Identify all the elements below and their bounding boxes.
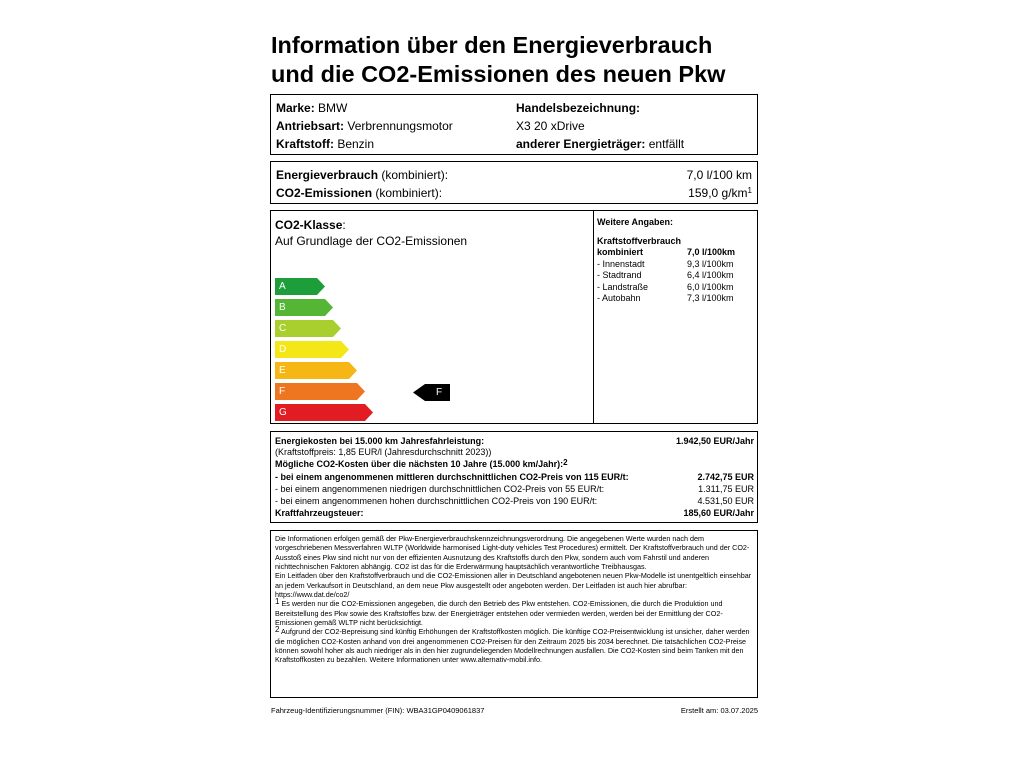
- trade-name-value: X3 20 xDrive: [516, 119, 585, 133]
- co2-emissions-value-wrap: [688, 184, 752, 202]
- fuel-consumption-row: [597, 282, 741, 294]
- info-paragraph-2: Ein Leitfaden über den Kraftstoffverbrauch und die CO2-Emissionen aller in Deutschland angebotenen neuen Pkw-Modelle ist unentgeltlich einsehbar an jedem Verkaufsort in Deutschland, an dem neue Pkw ausgestellt oder angeboten werden. Der Leitfaden ist auch hier abrufbar: https://www.dat.de/co2/: [275, 571, 752, 600]
- co2-class-arrow-label: C: [279, 323, 287, 334]
- fuel-consumption-title: Kraftstoffverbrauch: [597, 236, 682, 246]
- fuel-label: Kraftstoff:: [276, 137, 334, 151]
- co2-class-arrow-shape-e: [275, 362, 357, 379]
- co2-costs-high-label: - bei einem angenommenen hohen durchschnittlichen CO2-Preis von 190 EUR/t:: [275, 496, 598, 506]
- brand-value: BMW: [314, 101, 348, 115]
- fuel-consumption-row-label: - Landstraße: [597, 281, 649, 292]
- co2-class-arrow-f: [275, 383, 365, 400]
- co2-class-title-text: CO2-Klasse: [275, 218, 343, 232]
- vehicle-tax-value: 185,60 EUR/Jahr: [683, 508, 754, 518]
- drive-type-value: Verbrennungsmotor: [344, 119, 453, 133]
- info-footnote-1-text: Es werden nur die CO2-Emissionen angegeben, die durch den Betrieb des Pkw entstehen. CO2-Emissionen, die durch die Produktion und Bereitstellung des Pkw sowie des Kraftstoffes bzw. der Energieträger entstehen oder vermieden werden, werden bei der Ermittlung der CO2-Emissionen gemäß WLTP nicht berücksichtigt.: [275, 599, 723, 628]
- fuel-consumption-row-value: 6,4 l/100km: [687, 270, 734, 281]
- co2-class-arrow-label: B: [279, 302, 286, 313]
- title-line-1: Information über den Energieverbrauch: [271, 32, 713, 58]
- fuel-consumption-row-value: 7,0 l/100km: [687, 247, 736, 257]
- co2-costs-low-value: 1.311,75 EUR: [698, 484, 754, 494]
- costs-box: [270, 431, 758, 523]
- co2-class-title-colon: :: [342, 218, 346, 232]
- info-footnote-2-marker: 2: [275, 625, 280, 635]
- info-footnote-2-text: Aufgrund der CO2-Bepreisung sind künftig Erhöhungen der Kraftstoffkosten möglich. Die künftige CO2-Preisentwicklung ist unsicher, daher werden die möglichen CO2-Kosten anhand von drei angenommenen CO2-Preisen für den Zeitraum 2025 bis 2034 berechnet. Die tatsächlichen CO2-Preise können sowohl hoher als auch niedriger als in den hier zugrundeliegenden Modellrechnungen ausfallen. Die CO2-Kosten sind beim Tanken mit den Kraftstoffkosten zu bezahlen. Weitere Informationen unter www.alternativ-mobil.info.: [275, 627, 750, 665]
- energy-costs-label: Energiekosten bei 15.000 km Jahresfahrleistung:: [275, 436, 485, 446]
- more-info-title: Weitere Angaben:: [597, 217, 674, 227]
- other-energy-label: anderer Energieträger:: [516, 137, 646, 151]
- co2-emissions-row: [276, 184, 752, 202]
- energy-costs-value: 1.942,50 EUR/Jahr: [675, 436, 754, 446]
- fuel-consumption-row-value: 9,3 l/100km: [687, 258, 734, 269]
- trade-name-label: Handelsbezeichnung:: [516, 101, 641, 115]
- co2-emissions-suffix: (kombiniert):: [372, 186, 443, 200]
- co2-emissions-value: 159,0 g/km: [688, 186, 748, 200]
- co2-emissions-label: CO2-Emissionen: [276, 186, 373, 200]
- co2-class-arrow-e: [275, 362, 357, 379]
- fuel-value: Benzin: [334, 137, 375, 151]
- fuel-consumption-row-label: kombiniert: [597, 247, 644, 257]
- info-paragraph-3: [275, 599, 753, 627]
- fuel-consumption-row-value: 6,0 l/100km: [687, 281, 734, 292]
- drive-type-label: Antriebsart:: [276, 119, 345, 133]
- co2-class-arrow-d: [275, 341, 349, 358]
- vehicle-tax-label: Kraftfahrzeugsteuer:: [275, 508, 364, 518]
- fuel-consumption-row: [597, 270, 741, 282]
- co2-costs-footnote: 2: [563, 458, 568, 467]
- co2-class-scale-section: [271, 211, 594, 423]
- info-paragraph-4: [275, 627, 753, 664]
- page-title: [271, 31, 771, 89]
- fuel-price-row: [275, 447, 754, 458]
- co2-class-arrow-label: A: [279, 281, 286, 292]
- co2-costs-mid-label: - bei einem angenommenen mittleren durchschnittlichen CO2-Preis von 115 EUR/t:: [275, 472, 629, 482]
- fuel-consumption-row: [597, 293, 741, 305]
- co2-costs-heading-row: [275, 459, 754, 470]
- info-paragraph-1: Die Informationen erfolgen gemäß der Pkw-Energieverbrauchskennzeichnungsverordnung. Die angegebenen Werte wurden nach dem vorgeschriebenen Messverfahren WLTP (Worldwide harmonised Light-duty vehicles Test Procedures) ermittelt. Der Kraftstoffverbrauch und der CO2-Ausstoß eines Pkw sind nicht nur von der effizienten Ausnutzung des Kraftstoffs durch den Pkw, sondern auch vom Fahrstil und anderen nichttechnischen Faktoren abhängig. CO2 ist das für die Erderwärmung hauptsächlich verantwortliche Treibhausgas.: [275, 534, 750, 572]
- current-class-label: F: [435, 387, 443, 398]
- energy-consumption-value: 7,0 l/100 km: [686, 168, 752, 182]
- co2-emissions-footnote: 1: [747, 186, 752, 195]
- created-date-text: Erstellt am: 03.07.2025: [680, 706, 758, 715]
- fuel-consumption-row-label: - Stadtrand: [597, 270, 642, 281]
- fuel-consumption-row-label: - Innenstadt: [597, 258, 645, 269]
- co2-costs-low-label: - bei einem angenommenen niedrigen durchschnittlichen CO2-Preis von 55 EUR/t:: [275, 484, 605, 494]
- info-footnote-1-marker: 1: [275, 597, 280, 607]
- energy-costs-row: [275, 436, 754, 447]
- other-energy-row: [516, 135, 684, 153]
- vehicle-info-box: [270, 94, 758, 155]
- co2-costs-low-row: [275, 484, 754, 495]
- fuel-consumption-row-label: - Autobahn: [597, 293, 641, 304]
- current-class-indicator: [413, 384, 450, 401]
- co2-class-arrow-g: [275, 404, 373, 421]
- fuel-consumption-row: [597, 247, 741, 259]
- energy-consumption-row: [276, 166, 752, 184]
- co2-costs-high-value: 4.531,50 EUR: [697, 496, 754, 506]
- co2-class-arrow-shape-g: [275, 404, 373, 421]
- co2-class-box: [270, 210, 758, 424]
- vehicle-right-column: [516, 99, 684, 153]
- co2-class-arrow-shape-f: [275, 383, 365, 400]
- vehicle-left-column: [276, 99, 453, 153]
- title-line-2: und die CO2-Emissionen des neuen Pkw: [271, 61, 726, 87]
- co2-costs-mid-value: 2.742,75 EUR: [697, 472, 754, 482]
- co2-class-arrow-label: D: [279, 344, 287, 355]
- brand-label: Marke:: [276, 101, 315, 115]
- co2-class-subtitle: Auf Grundlage der CO2-Emissionen: [275, 234, 468, 248]
- co2-class-arrow-a: [275, 278, 325, 295]
- fuel-row: [276, 135, 453, 153]
- vin-text: Fahrzeug-Identifizierungsnummer (FIN): WBA31GP0409061837: [271, 706, 485, 715]
- co2-class-arrow-b: [275, 299, 333, 316]
- co2-class-arrow-shape-d: [275, 341, 349, 358]
- fuel-consumption-row: [597, 259, 741, 271]
- co2-class-title: [275, 217, 346, 233]
- co2-class-arrow-label: F: [279, 386, 286, 397]
- vehicle-tax-row: [275, 508, 754, 519]
- legal-info-box: [270, 530, 758, 698]
- consumption-box: [270, 161, 758, 204]
- co2-class-arrow-c: [275, 320, 341, 337]
- co2-costs-label: Mögliche CO2-Kosten über die nächsten 10 Jahre (15.000 km/Jahr):: [275, 459, 564, 469]
- fuel-consumption-row-value: 7,3 l/100km: [687, 293, 734, 304]
- co2-costs-mid-row: [275, 472, 754, 483]
- co2-costs-high-row: [275, 496, 754, 507]
- co2-class-arrow-label: E: [279, 365, 286, 376]
- drive-type-row: [276, 117, 453, 135]
- more-info-section: [594, 211, 757, 423]
- co2-class-arrow-label: G: [279, 407, 287, 418]
- brand-row: [276, 99, 453, 117]
- energy-consumption-label: Energieverbrauch: [276, 168, 379, 182]
- other-energy-value: entfällt: [645, 137, 685, 151]
- energy-consumption-suffix: (kombiniert):: [378, 168, 449, 182]
- fuel-price-text: (Kraftstoffpreis: 1,85 EUR/l (Jahresdurchschnitt 2023)): [275, 447, 492, 457]
